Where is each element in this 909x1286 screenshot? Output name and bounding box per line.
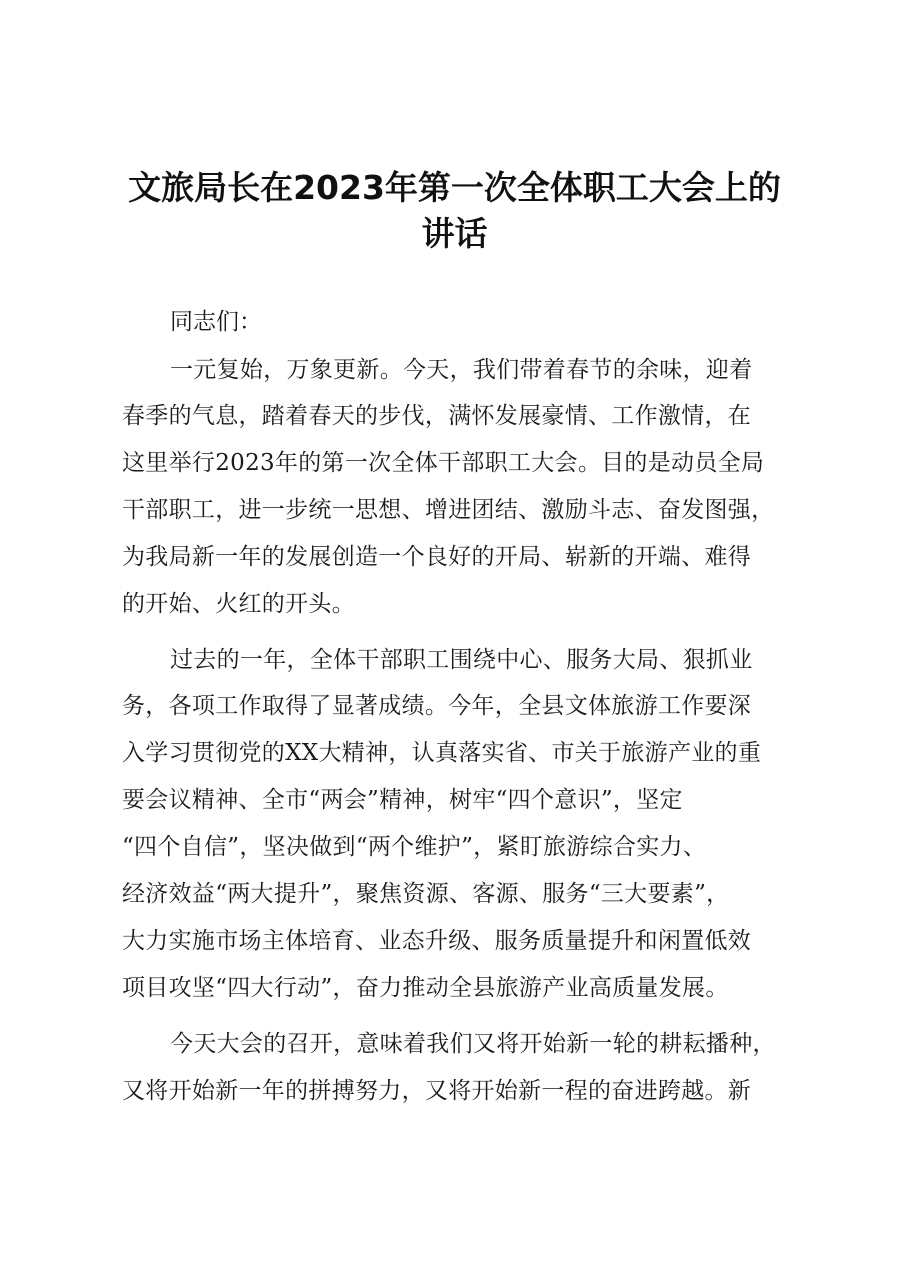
paragraph2-line: 要会议精神、全市“两会”精神，树牢“四个意识”，坚定 [122, 787, 683, 813]
paragraph3-line: 又将开始新一年的拼搏努力，又将开始新一程的奋进跨越。新 [122, 1078, 752, 1104]
paragraph2-line: “四个自信”，坚决做到“两个维护”，紧盯旅游综合实力、 [122, 834, 707, 860]
paragraph2-line: 大力实施市场主体培育、业态升级、服务质量提升和闲置低效 [122, 928, 752, 954]
paragraph3-line: 今天大会的召开，意味着我们又将开始新一轮的耕耘播种， [170, 1031, 776, 1057]
greeting: 同志们： [170, 309, 262, 335]
paragraph1-line: 一元复始，万象更新。今天，我们带着春节的余味，迎着 [170, 357, 753, 383]
paragraph2-line: 过去的一年，全体干部职工围绕中心、服务大局、狠抓业 [170, 647, 753, 673]
document-title-line1: 文旅局长在2023年第一次全体职工大会上的 [128, 168, 781, 207]
document-title-line2: 讲话 [421, 214, 488, 253]
paragraph2-line: 项目攻坚“四大行动”，奋力推动全县旅游产业高质量发展。 [122, 975, 729, 1001]
paragraph2-line: 务，各项工作取得了显著成绩。今年，全县文体旅游工作要深 [122, 693, 752, 719]
paragraph1-line: 干部职工，进一步统一思想、增进团结、激励斗志、奋发图强， [122, 497, 775, 523]
paragraph1-line: 春季的气息，踏着春天的步伐，满怀发展豪情、工作激情，在 [122, 403, 752, 429]
paragraph2-line: 入学习贯彻党的XX大精神，认真落实省、市关于旅游产业的重 [122, 740, 762, 766]
paragraph1-line: 的开始、火红的开头。 [122, 591, 355, 617]
paragraph2-line: 经济效益“两大提升”，聚焦资源、客源、服务“三大要素”， [122, 881, 730, 907]
paragraph1-line: 为我局新一年的发展创造一个良好的开局、崭新的开端、难得 [122, 544, 752, 570]
paragraph1-line: 这里举行2023年的第一次全体干部职工大会。目的是动员全局 [122, 450, 765, 476]
